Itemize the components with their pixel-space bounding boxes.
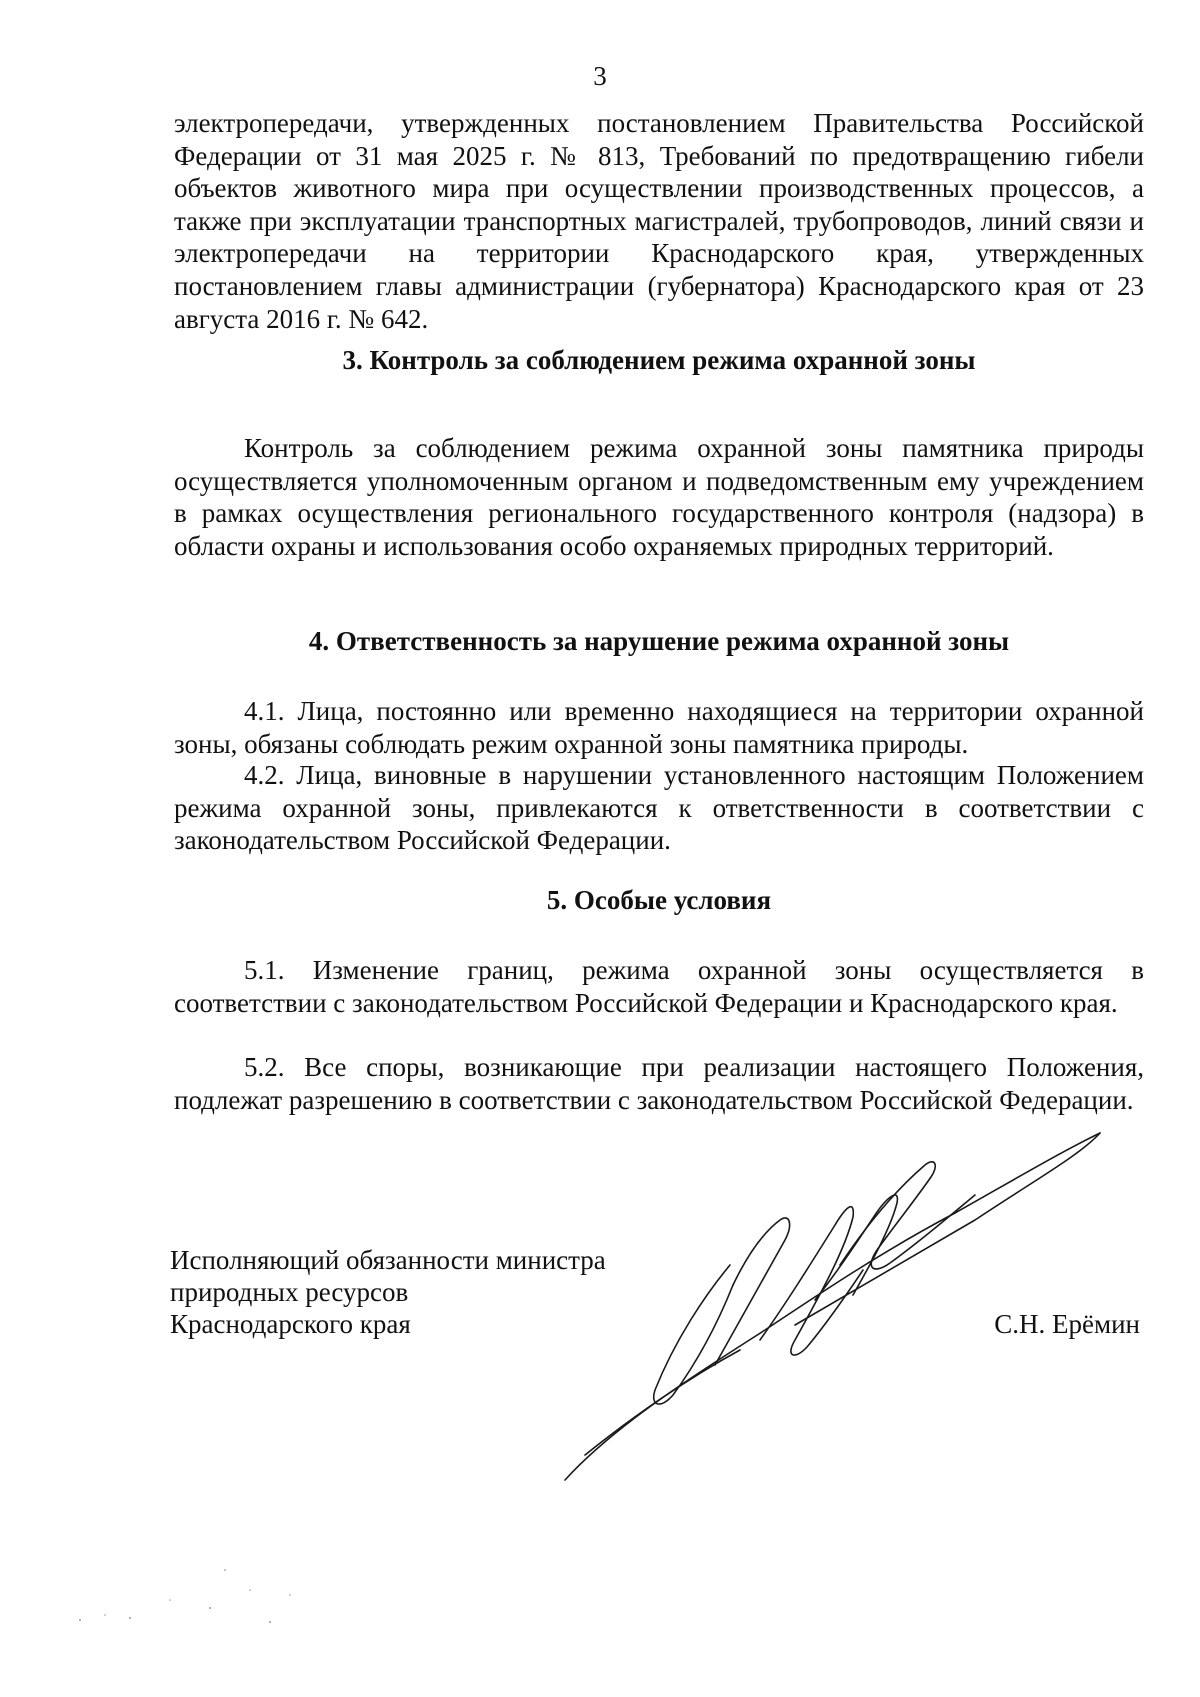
signer-name: С.Н. Ерёмин bbox=[994, 1309, 1140, 1339]
signer-title-line-3: Краснодарского края bbox=[170, 1309, 411, 1339]
section-4-paragraph-2: 4.2. Лица, виновные в нарушении установленного настоящим Положением режима охранной зоны, привлекаются к ответственности в соответствии с законодательством Российской Федерации. bbox=[174, 760, 1144, 856]
section-4-heading: 4. Ответственность за нарушение режима охранной зоны bbox=[308, 626, 1010, 656]
intro-paragraph: электропередачи, утвержденных постановлением Правительства Российской Федерации от 31 мая 2025 г. № 813, Требований по предотвращению гибели объектов животного мира при осуществлении производственных процессов, а также при эксплуатации транспортных магистралей, трубопроводов, линий связи и электропередачи на территории Краснодарского края, утвержденных постановлением главы администрации (губернатора) Краснодарского края от 23 августа 2016 г. № 642. bbox=[174, 108, 1144, 334]
section-4-paragraph-1: 4.1. Лица, постоянно или временно находящиеся на территории охранной зоны, обязаны соблюдать режим охранной зоны памятника природы. bbox=[174, 696, 1144, 759]
section-5-paragraph-1: 5.1. Изменение границ, режима охранной зоны осуществляется в соответствии с законодательством Российской Федерации и Краснодарского края. bbox=[174, 955, 1144, 1018]
section-3-paragraph: Контроль за соблюдением режима охранной зоны памятника природы осуществляется уполномоченным органом и подведомственным ему учреждением в рамках осуществления регионального государственного контроля (надзора) в области охраны и использования особо охраняемых природных территорий. bbox=[174, 433, 1144, 561]
page-number: 3 bbox=[593, 61, 607, 91]
section-5-heading: 5. Особые условия bbox=[546, 885, 772, 915]
section-5-paragraph-2: 5.2. Все споры, возникающие при реализации настоящего Положения, подлежат разрешению в соответствии с законодательством Российской Федерации. bbox=[174, 1052, 1144, 1115]
section-3-heading: 3. Контроль за соблюдением режима охранной зоны bbox=[342, 345, 976, 375]
scan-noise-specks bbox=[60, 1560, 320, 1640]
signer-title-line-1: Исполняющий обязанности министра bbox=[170, 1245, 606, 1275]
signer-title-line-2: природных ресурсов bbox=[170, 1277, 409, 1307]
signer-title bbox=[170, 1244, 606, 1340]
